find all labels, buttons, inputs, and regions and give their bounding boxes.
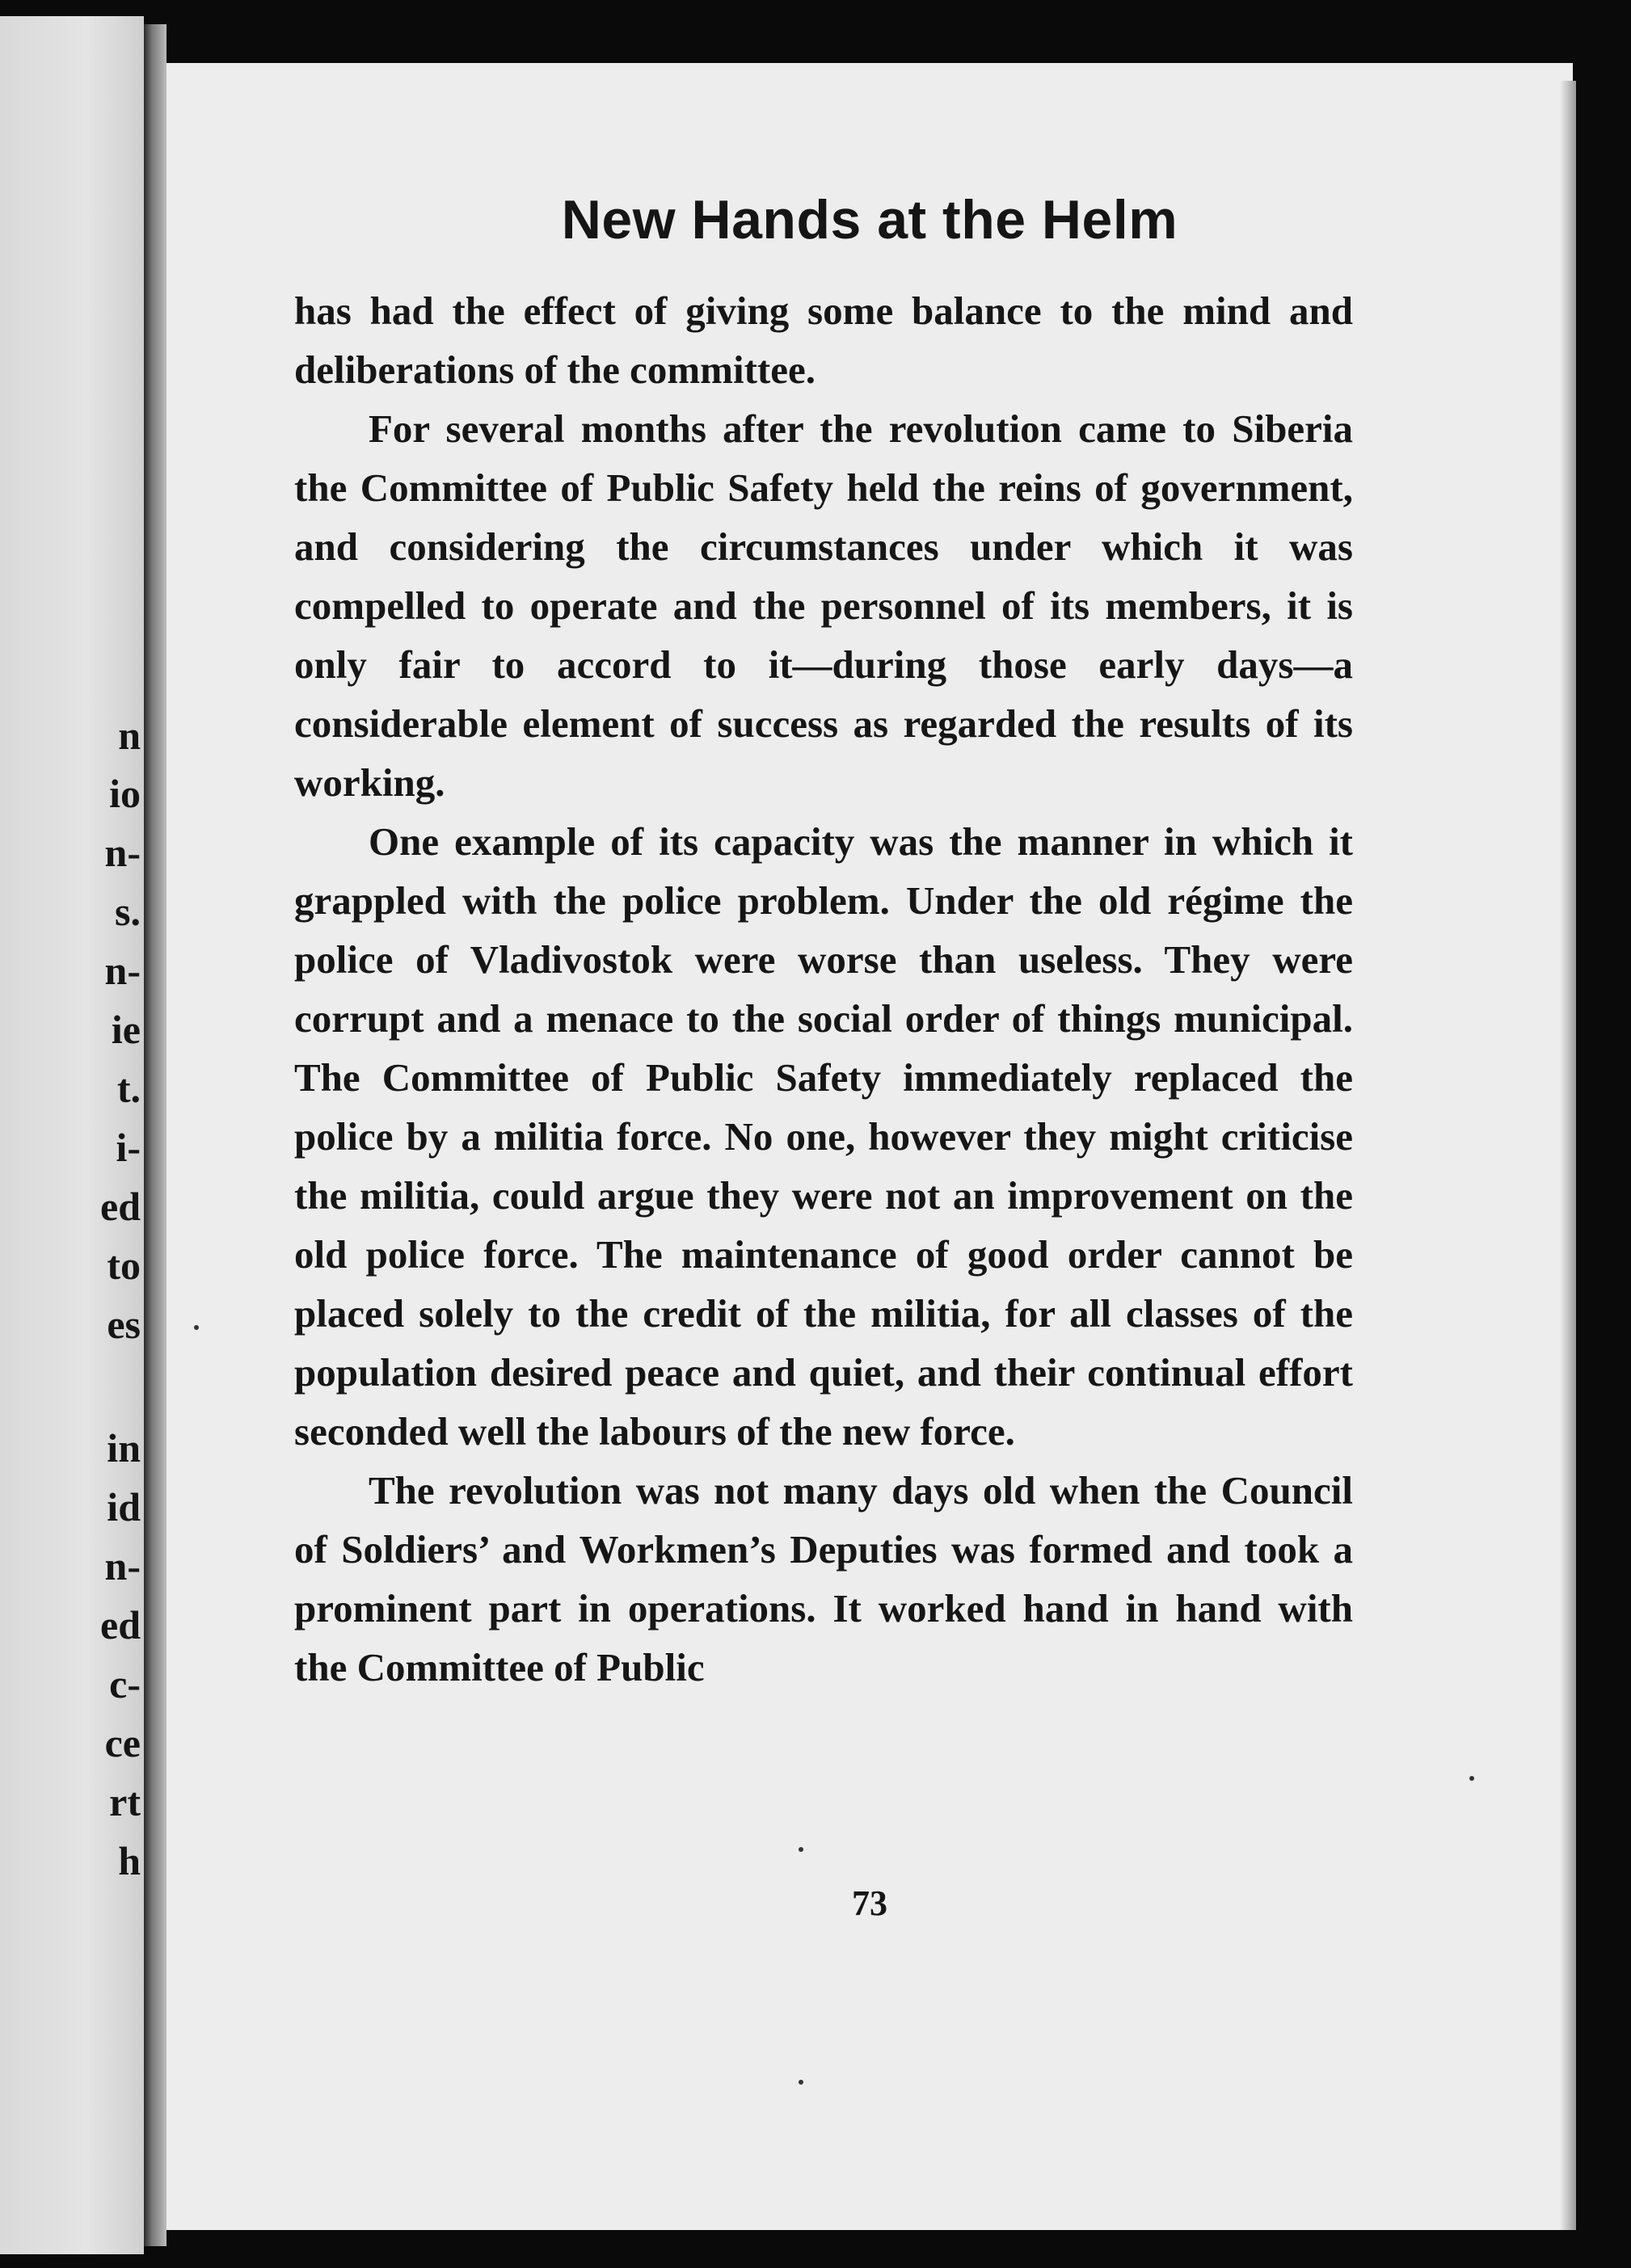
- page-edge-shadow: [1560, 81, 1576, 2230]
- left-page-fragment: ie: [111, 1007, 141, 1052]
- running-head: New Hands at the Helm: [561, 189, 1178, 250]
- left-page-fragment: s.: [115, 889, 141, 934]
- left-page-fragment: i-: [116, 1125, 141, 1170]
- right-page: [166, 63, 1573, 2230]
- left-page-fragment: n-: [104, 830, 141, 875]
- paragraph-2: For several months after the revolution came to Siberia the Committee of Public Safety held the reins of government, and considering the circumstances under which it was compelled to operate and the personnel of its members, it is only fair to accord to it—during those early days—a considerable element of success as regarded the results of its working.: [294, 406, 1353, 805]
- body-text: [294, 281, 1353, 1697]
- left-page-fragment: t.: [116, 1066, 141, 1111]
- left-page-fragment: c-: [109, 1661, 141, 1706]
- left-page-fragment: ce: [104, 1720, 141, 1765]
- left-page-fragment: id: [107, 1484, 141, 1530]
- left-page-fragment: ed: [100, 1184, 141, 1229]
- page-number: 73: [852, 1883, 887, 1923]
- left-page-fragment: rt: [109, 1779, 141, 1824]
- left-page-text-fragments: [0, 16, 144, 2254]
- scan-speck: [799, 2080, 803, 2085]
- left-page-fragment: es: [107, 1302, 141, 1347]
- left-page-fragment: to: [107, 1243, 141, 1288]
- left-page-fragment: in: [107, 1425, 141, 1471]
- paragraph-1: has had the effect of giving some balance to the mind and deliberations of the committee.: [294, 288, 1353, 392]
- scan-speck: [1469, 1776, 1474, 1781]
- left-page-fragment: n-: [104, 948, 141, 993]
- left-page-fragment: ed: [100, 1602, 141, 1647]
- scan-speck: [194, 1325, 199, 1330]
- left-page-fragment: io: [109, 771, 141, 816]
- paragraph-4: The revolution was not many days old when the Council of Soldiers’ and Workmen’s Deputies was formed and took a prominent part in operations. It worked hand in hand with the Committee of Public: [294, 1468, 1353, 1689]
- scan-speck: [799, 1847, 803, 1852]
- paragraph-3: One example of its capacity was the manner in which it grappled with the police problem. Under the old régime the police of Vladivostok were worse than useless. They were corrupt and a menace to the social order of things municipal. The Committee of Public Safety immediately replaced the police by a militia force. No one, however they might criticise the militia, could argue they were not an improvement on the old police force. The maintenance of good order cannot be placed solely to the credit of the militia, for all classes of the population desired peace and quiet, and their continual effort seconded well the labours of the new force.: [294, 819, 1353, 1454]
- book-gutter: [144, 24, 166, 2246]
- left-page-fragment: h: [118, 1838, 141, 1883]
- left-page-fragment: n-: [104, 1543, 141, 1588]
- left-facing-page: [0, 16, 144, 2254]
- left-page-fragment: n: [118, 713, 141, 758]
